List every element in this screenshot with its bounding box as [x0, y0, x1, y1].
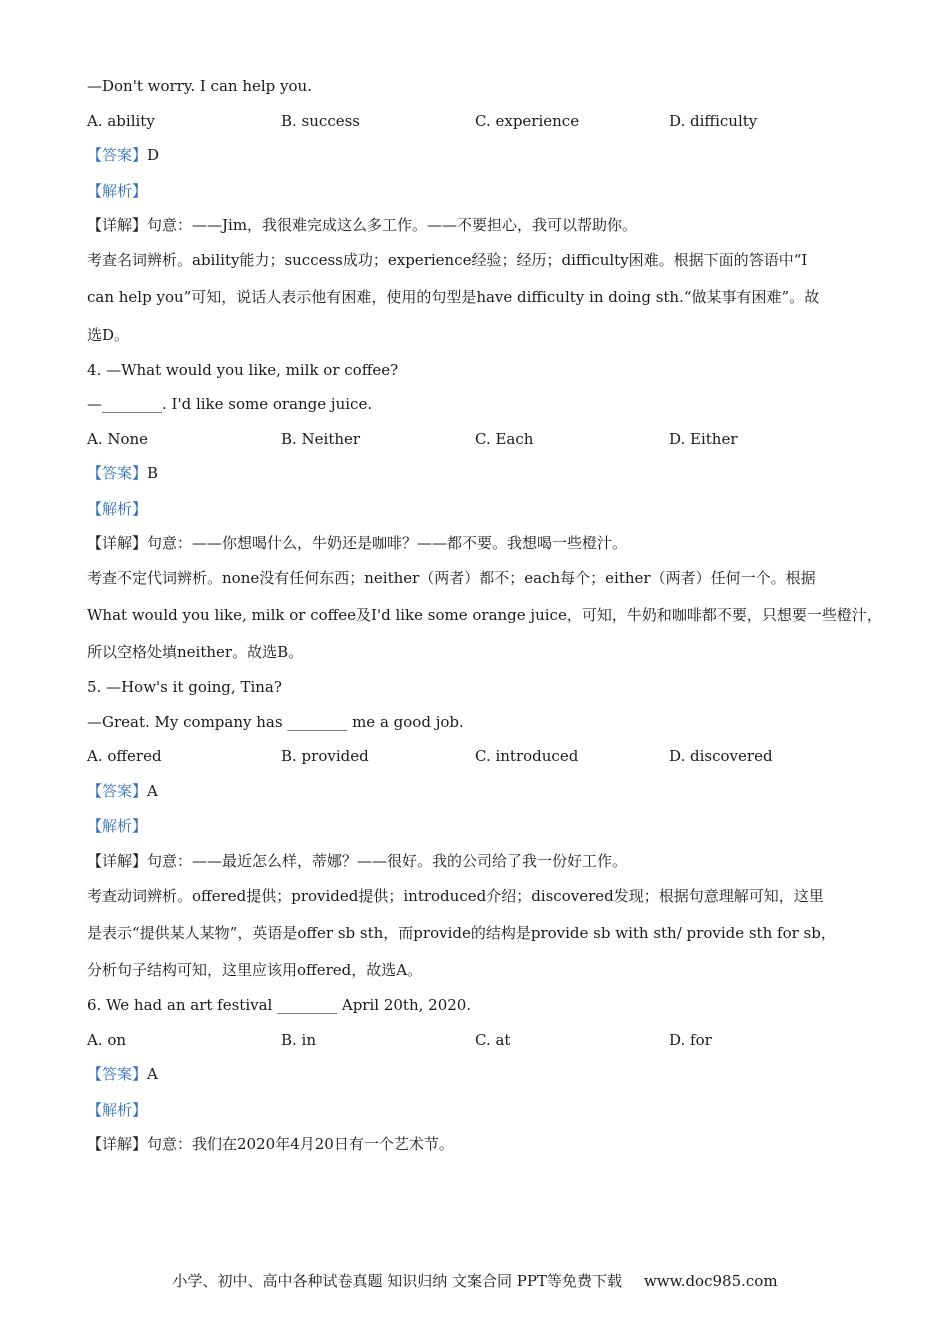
page-footer: [0, 1270, 950, 1291]
q4-explain-1: 考查不定代词辨析。none没有任何东西；neither（两者）都不；each每个；either（两者）任何一个。根据: [87, 569, 816, 587]
q5-option-b: B. provided: [281, 747, 369, 765]
q5-explain-1: 考查动词辨析。offered提供；provided提供；introduced介绍；discovered发现；根据句意理解可知，这里: [87, 887, 824, 905]
q3-option-a: A. ability: [87, 112, 155, 130]
q4-detail: 【详解】句意：——你想喝什么，牛奶还是咖啡？——都不要。我想喝一些橙汁。: [87, 534, 628, 552]
q3-option-b: B. success: [281, 112, 360, 130]
q6-option-a: A. on: [87, 1031, 127, 1049]
q5-question: 5. —How's it going, Tina?: [87, 678, 282, 696]
q5-detail: 【详解】句意：——最近怎么样，蒂娜？——很好。我的公司给了我一份好工作。: [87, 852, 628, 870]
q4-option-a: A. None: [87, 430, 149, 448]
q5-option-c: C. introduced: [475, 747, 579, 765]
footer-url[interactable]: www.doc985.com: [643, 1272, 778, 1290]
q5-option-a: A. offered: [87, 747, 162, 765]
q6-answer: 【答案】A: [87, 1065, 158, 1083]
q3-answer: 【答案】D: [87, 146, 160, 164]
q6-option-c: C. at: [475, 1031, 511, 1049]
q3-explain-2: can help you”可知，说话人表示他有困难，使用的句型是have difficulty in doing sth.“做某事有困难”。故: [87, 288, 820, 306]
q4-explain-3: 所以空格处填neither。故选B。: [87, 643, 304, 661]
q6-option-d: D. for: [669, 1031, 712, 1049]
q3-option-d: D. difficulty: [669, 112, 758, 130]
q4-option-b: B. Neither: [281, 430, 361, 448]
q3-reply: —Don't worry. I can help you.: [87, 77, 312, 95]
q4-option-c: C. Each: [475, 430, 534, 448]
q4-analysis-label: 【解析】: [87, 500, 148, 518]
q6-analysis-label: 【解析】: [87, 1101, 148, 1119]
q4-explain-2: What would you like, milk or coffee及I'd like some orange juice，可知，牛奶和咖啡都不要，只想要一些橙汁，: [87, 606, 882, 624]
q5-reply: —Great. My company has ________ me a good job.: [87, 713, 464, 731]
q3-detail: 【详解】句意：——Jim，我很难完成这么多工作。——不要担心，我可以帮助你。: [87, 216, 638, 234]
q6-option-b: B. in: [281, 1031, 317, 1049]
q4-option-d: D. Either: [669, 430, 738, 448]
q4-reply: —________. I'd like some orange juice.: [87, 395, 373, 413]
q4-question: 4. —What would you like, milk or coffee?: [87, 361, 399, 379]
q4-answer: 【答案】B: [87, 464, 159, 482]
q5-analysis-label: 【解析】: [87, 817, 148, 835]
footer-text: 小学、初中、高中各种试卷真题 知识归纳 文案合同 PPT等免费下载: [172, 1272, 622, 1290]
q6-question: 6. We had an art festival ________ April 20th, 2020.: [87, 996, 472, 1014]
q5-explain-2: 是表示“提供某人某物”，英语是offer sb sth，而provide的结构是provide sb with sth/ provide sth for sb，: [87, 924, 836, 942]
q5-option-d: D. discovered: [669, 747, 773, 765]
q3-explain-1: 考查名词辨析。ability能力；success成功；experience经验；经历；difficulty困难。根据下面的答语中“I: [87, 251, 808, 269]
q5-answer: 【答案】A: [87, 782, 158, 800]
q5-explain-3: 分析句子结构可知，这里应该用offered，故选A。: [87, 961, 423, 979]
q3-analysis-label: 【解析】: [87, 182, 148, 200]
q6-detail: 【详解】句意：我们在2020年4月20日有一个艺术节。: [87, 1135, 454, 1153]
q3-explain-3: 选D。: [87, 326, 130, 344]
q3-option-c: C. experience: [475, 112, 580, 130]
